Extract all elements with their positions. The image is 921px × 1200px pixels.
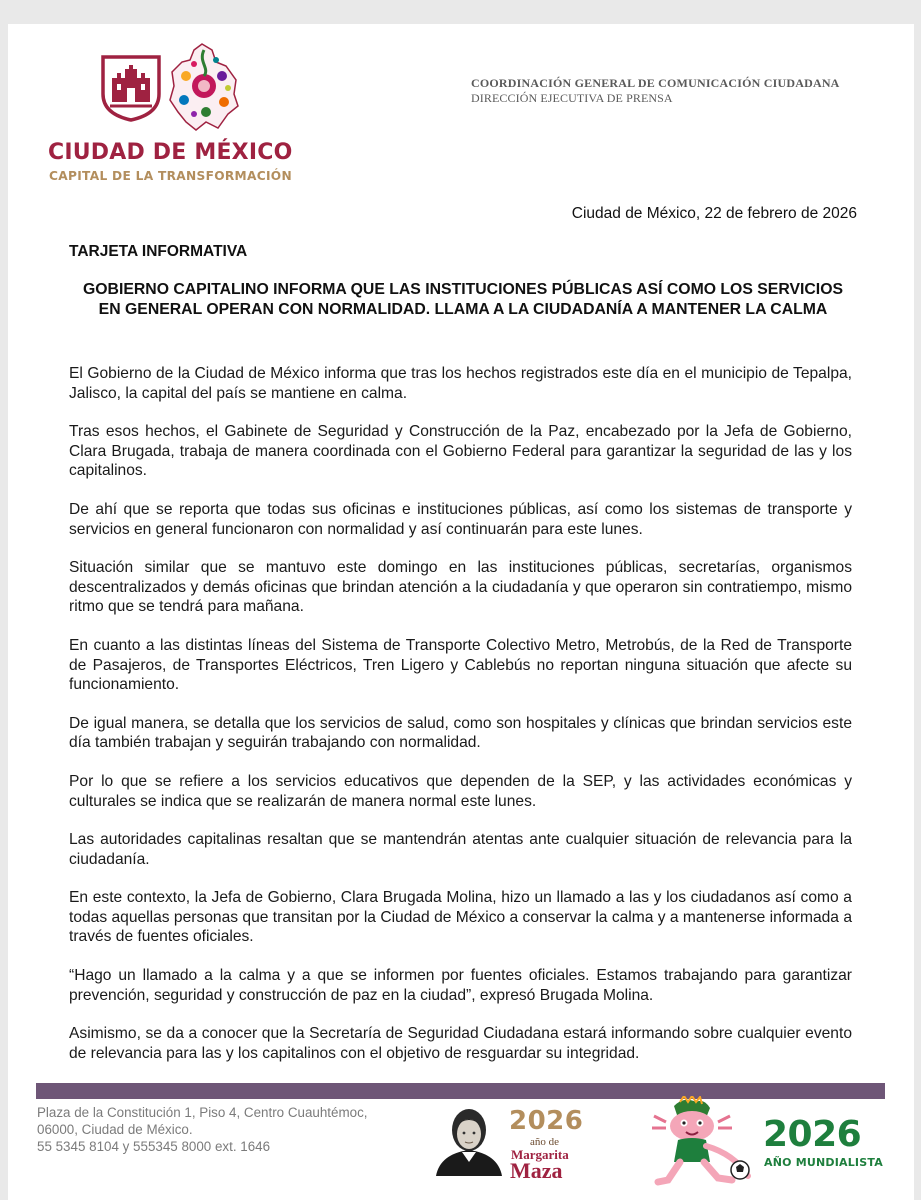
paragraph: En cuanto a las distintas líneas del Sistema de Transporte Colectivo Metro, Metrobús, de la Red de Transporte de Pasajeros, de Transportes Eléctricos, Tren Ligero y Cablebús no reportan ninguna situación que afecte su funcionamiento. <box>69 636 852 694</box>
paragraph: Situación similar que se mantuvo este domingo en las instituciones públicas, secretarías, organismos descentralizados y demás oficinas que brindan atención a la ciudadanía y que operaron sin contratiempo, mismo ritmo que se tendrá para mañana. <box>69 559 852 616</box>
department-line1: COORDINACIÓN GENERAL DE COMUNICACIÓN CIUDADANA <box>471 76 840 90</box>
paragraph: Las autoridades capitalinas resaltan que se mantendrán atentas ante cualquier situación de relevancia para la ciudadanía. <box>69 831 852 868</box>
mascot-icon <box>644 1096 756 1186</box>
body-text <box>69 364 852 1082</box>
paragraph: Por lo que se refiere a los servicios educativos que dependen de la SEP, y las actividades económicas y culturales se indica que se realizarán de manera normal este lunes. <box>69 772 852 810</box>
footer-address <box>37 1104 367 1155</box>
address-line2: 06000, Ciudad de México. <box>37 1122 193 1137</box>
department-line2: DIRECCIÓN EJECUTIVA DE PRENSA <box>471 91 673 105</box>
maza-year: 2026 <box>509 1106 584 1136</box>
mundial-year: 2026 <box>763 1114 862 1155</box>
footer-divider <box>36 1083 885 1099</box>
mundial-label: AÑO MUNDIALISTA <box>764 1156 883 1169</box>
headline: GOBIERNO CAPITALINO INFORMA QUE LAS INSTITUCIONES PÚBLICAS ASÍ COMO LOS SERVICIOS EN GENERAL OPERAN CON NORMALIDAD. LLAMA A LA CIUDADANÍA A MANTENER LA CALMA <box>82 281 844 318</box>
maza-ano-de: año de <box>530 1136 560 1148</box>
document-date: Ciudad de México, 22 de febrero de 2026 <box>571 205 857 222</box>
document-page <box>8 24 914 1200</box>
document-label: TARJETA INFORMATIVA <box>69 243 248 260</box>
maza-first-name: Margarita <box>511 1147 569 1162</box>
cdmx-map-icon <box>166 42 242 132</box>
paragraph: Tras esos hechos, el Gabinete de Seguridad y Construcción de la Paz, encabezado por la Jefa de Gobierno, Clara Brugada, trabaja de manera coordinada con el Gobierno Federal para garantizar la seguridad de las y los capitalinos. <box>69 423 852 480</box>
paragraph: En este contexto, la Jefa de Gobierno, Clara Brugada Molina, hizo un llamado a las y los ciudadanos así como a todas aquellas personas que transitan por la Ciudad de México a conservar la calma y a mantenerse informada a través de fuentes oficiales. <box>69 889 852 946</box>
department-block <box>471 76 840 106</box>
paragraph: De ahí que se reporta que todas sus oficinas e instituciones públicas, así como los sistemas de transporte y servicios en general funcionaron con normalidad y así continuarán para este lunes. <box>69 500 852 538</box>
address-phone: 55 5345 8104 y 555345 8000 ext. 1646 <box>37 1139 271 1154</box>
margarita-maza-portrait <box>432 1106 506 1176</box>
paragraph: El Gobierno de la Ciudad de México informa que tras los hechos registrados este día en el municipio de Tepalpa, Jalisco, la capital del país se mantiene en calma. <box>69 365 852 402</box>
cdmx-logo <box>48 42 293 187</box>
city-name: CIUDAD DE MÉXICO <box>48 140 293 165</box>
maza-last-name: Maza <box>510 1158 563 1183</box>
address-line1: Plaza de la Constitución 1, Piso 4, Centro Cuauhtémoc, <box>37 1105 368 1120</box>
paragraph: “Hago un llamado a la calma y a que se informen por fuentes oficiales. Estamos trabajando para garantizar prevención, seguridad y construcción de paz en la ciudad”, expresó Brugada Molina. <box>69 967 852 1004</box>
paragraph: De igual manera, se detalla que los servicios de salud, como son hospitales y clínicas que brindan servicios este día también trabajan y seguirán trabajando con normalidad. <box>69 714 852 752</box>
city-subtitle: CAPITAL DE LA TRANSFORMACIÓN <box>49 169 292 183</box>
paragraph: Asimismo, se da a conocer que la Secretaría de Seguridad Ciudadana estará informando sobre cualquier evento de relevancia para las y los capitalinos con el objetivo de resguardar su integridad. <box>69 1025 852 1062</box>
cdmx-shield-icon <box>100 54 162 122</box>
